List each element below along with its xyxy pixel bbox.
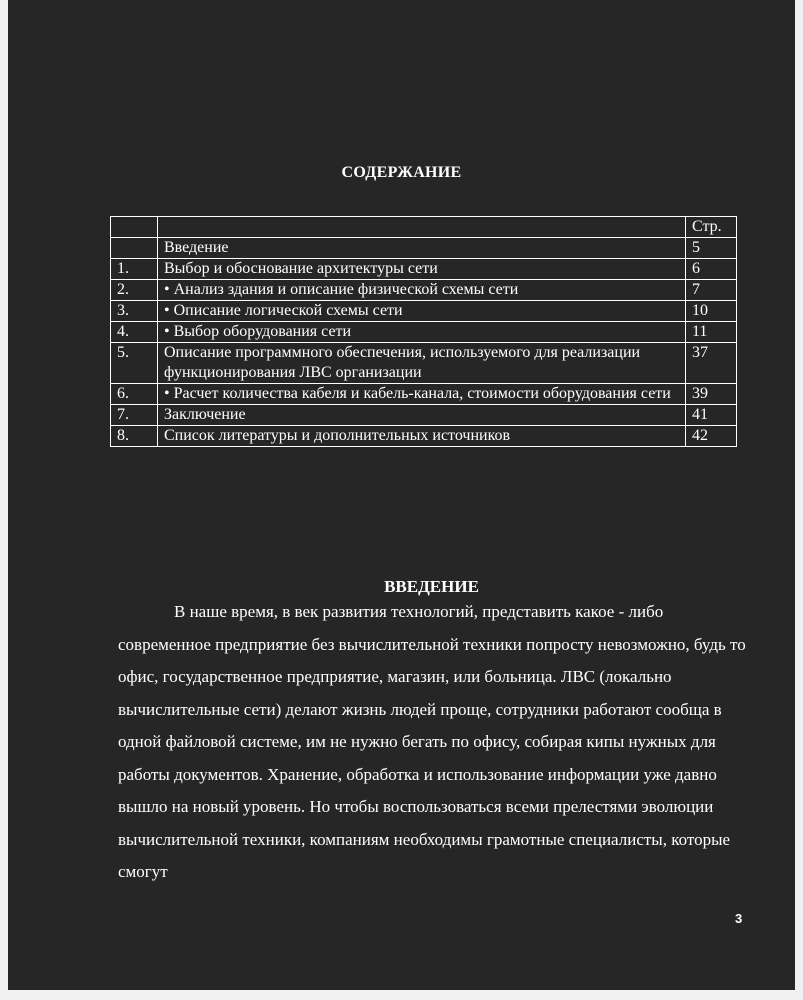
toc-header-row	[111, 217, 737, 238]
toc-header-title-cell	[158, 217, 686, 238]
toc-heading: СОДЕРЖАНИЕ	[341, 164, 462, 181]
toc-header-num-cell	[111, 217, 158, 238]
toc-row	[111, 405, 737, 426]
toc-row-num: 5.	[111, 343, 158, 384]
document-page	[8, 0, 795, 990]
toc-row-title: Заключение	[158, 405, 686, 426]
toc-row-page: 39	[686, 384, 737, 405]
toc-row	[111, 259, 737, 280]
toc-row-page: 11	[686, 322, 737, 343]
toc-row	[111, 384, 737, 405]
introduction-paragraph: В наше время, в век развития технологий, представить какое - либо современное предприятие без вычислительной техники попросту невозможно, будь то офис, государственное предприятие, магазин, или больница. ЛВС (локально вычислительные сети) делают жизнь людей проще, сотрудники работают сообща в одной файловой системе, им не нужно бегать по офису, собирая кипы нужных для работы документов. Хранение, обработка и использование информации уже давно вышло на новый уровень. Но чтобы воспользоваться всеми прелестями эволюции вычислительной техники, компаниям необходимы грамотные специалисты, которые смогут	[118, 602, 746, 881]
toc-row-page: 7	[686, 280, 737, 301]
toc-row-title: • Анализ здания и описание физической схемы сети	[158, 280, 686, 301]
toc-row	[111, 280, 737, 301]
toc-row-num: 7.	[111, 405, 158, 426]
toc-row-page: 37	[686, 343, 737, 384]
toc-row-num: 2.	[111, 280, 158, 301]
toc-row	[111, 343, 737, 384]
toc-row-title: • Расчет количества кабеля и кабель-канала, стоимости оборудования сети	[158, 384, 686, 405]
page-number: 3	[735, 911, 743, 926]
toc-row-num: 8.	[111, 426, 158, 447]
toc-row-num	[111, 238, 158, 259]
toc-row-title: Выбор и обоснование архитектуры сети	[158, 259, 686, 280]
toc-row-page: 41	[686, 405, 737, 426]
toc-row-title: • Описание логической схемы сети	[158, 301, 686, 322]
toc-row-title: • Выбор оборудования сети	[158, 322, 686, 343]
toc-row-num: 4.	[111, 322, 158, 343]
introduction-body	[118, 596, 758, 889]
toc-row	[111, 322, 737, 343]
toc-row	[111, 426, 737, 447]
introduction-heading: ВВЕДЕНИЕ	[384, 577, 479, 596]
toc-row-page: 42	[686, 426, 737, 447]
toc-row-title: Список литературы и дополнительных источников	[158, 426, 686, 447]
toc-page-col-header: Стр.	[686, 217, 737, 238]
toc-row-num: 1.	[111, 259, 158, 280]
toc-row-page: 10	[686, 301, 737, 322]
toc-row-page: 5	[686, 238, 737, 259]
toc-row-num: 6.	[111, 384, 158, 405]
toc-row-title: Введение	[158, 238, 686, 259]
toc-table	[110, 216, 737, 447]
toc-row-num: 3.	[111, 301, 158, 322]
toc-row	[111, 301, 737, 322]
toc-row-title: Описание программного обеспечения, используемого для реализации функционирования ЛВС организации	[158, 343, 686, 384]
toc-row	[111, 238, 737, 259]
toc-row-page: 6	[686, 259, 737, 280]
